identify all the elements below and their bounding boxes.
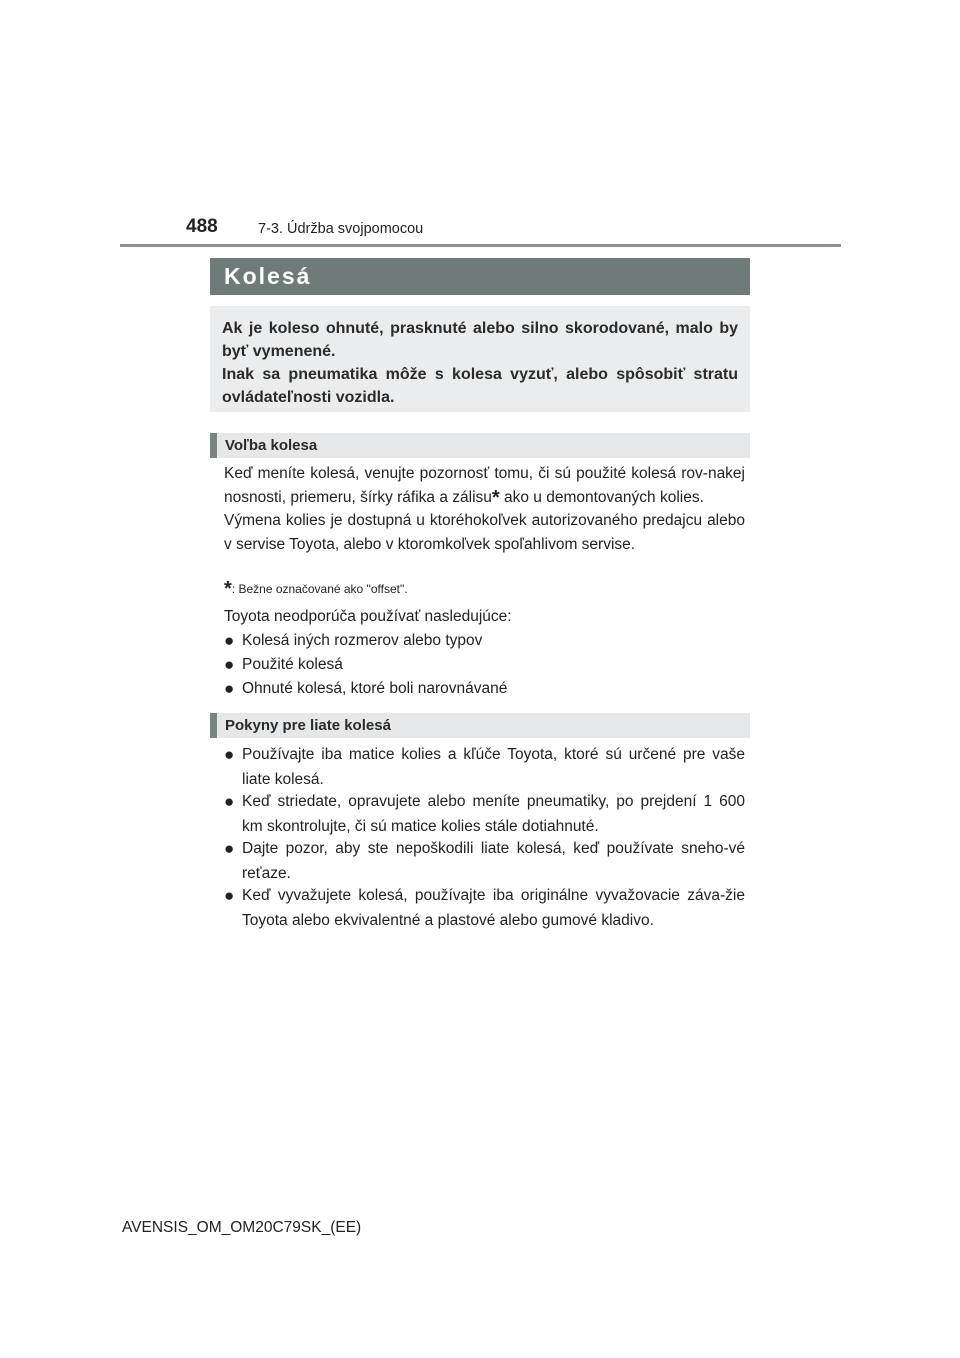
footnote	[224, 578, 408, 600]
summary-line-2: Inak sa pneumatika môže s kolesa vyzuť, alebo spôsobiť stratu ovládateľnosti vozidla.	[222, 366, 738, 406]
chapter-banner	[210, 258, 750, 295]
subheading-alloy-wheels-label: Pokyny pre liate kolesá	[225, 717, 391, 734]
bullet-icon: ●	[224, 839, 235, 858]
wheel-selection-paragraph-2: Výmena kolies je dostupná u ktoréhokoľvek autorizovaného predajcu alebo v servise Toyota, alebo v ktoromkoľvek spoľahlivom servise.	[224, 512, 745, 553]
paragraph-1-part-b: ako u demontovaných kolies.	[499, 488, 704, 506]
bullet-icon: ●	[224, 655, 235, 674]
list-item	[224, 837, 745, 886]
section-title: 7-3. Údržba svojpomocou	[258, 221, 424, 237]
footer-document-code: AVENSIS_OM_OM20C79SK_(EE)	[122, 1219, 362, 1236]
page-number: 488	[186, 216, 218, 237]
not-recommended-intro: Toyota neodporúča používať nasledujúce:	[224, 608, 512, 625]
list-item-text: Používajte iba matice kolies a kľúče Toyota, ktoré sú určené pre vaše liate kolesá.	[242, 746, 745, 788]
wheel-selection-text	[224, 462, 745, 556]
list-item	[224, 629, 745, 654]
list-item-text: Keď striedate, opravujete alebo meníte pneumatiky, po prejdení 1 600 km skontrolujte, či sú matice kolies stále dotiahnuté.	[242, 793, 745, 835]
bullet-icon: ●	[224, 886, 235, 905]
subheading-wheel-selection-label: Voľba kolesa	[225, 437, 318, 454]
chapter-title: Kolesá	[224, 263, 312, 289]
list-item-text: Použité kolesá	[242, 656, 343, 673]
bullet-icon: ●	[224, 792, 235, 811]
paragraph-1-part-a: Keď meníte kolesá, venujte pozornosť tomu, či sú použité kolesá rov-nakej nosnosti, priemeru, šírky ráfika a zálisu	[224, 465, 745, 506]
subheading-wheel-selection	[210, 433, 750, 458]
subheading-alloy-wheels	[210, 713, 750, 738]
list-item	[224, 653, 745, 678]
list-item-text: Dajte pozor, aby ste nepoškodili liate kolesá, keď používate sneho-vé reťaze.	[242, 840, 745, 882]
list-item	[224, 677, 745, 702]
wheel-selection-paragraph-1	[224, 462, 745, 509]
header-divider	[120, 244, 841, 247]
bullet-icon: ●	[224, 679, 235, 698]
bullet-icon: ●	[224, 745, 235, 764]
summary-box	[210, 306, 750, 412]
asterisk-mark: *	[491, 486, 500, 509]
list-item	[224, 884, 745, 933]
list-item-text: Kolesá iných rozmerov alebo typov	[242, 632, 483, 649]
bullet-icon: ●	[224, 631, 235, 650]
footnote-text: : Bežne označované ako "offset".	[231, 582, 408, 596]
list-item-text: Ohnuté kolesá, ktoré boli narovnávané	[242, 680, 508, 697]
list-item-text: Keď vyvažujete kolesá, používajte iba originálne vyvažovacie záva-žie Toyota alebo ekvivalentné a plastové alebo gumové kladivo.	[242, 887, 745, 929]
list-item	[224, 790, 745, 839]
summary-line-1: Ak je koleso ohnuté, prasknuté alebo silno skorodované, malo by byť vymenené.	[222, 320, 738, 360]
list-item	[224, 743, 745, 792]
footnote-asterisk: *	[224, 578, 232, 600]
